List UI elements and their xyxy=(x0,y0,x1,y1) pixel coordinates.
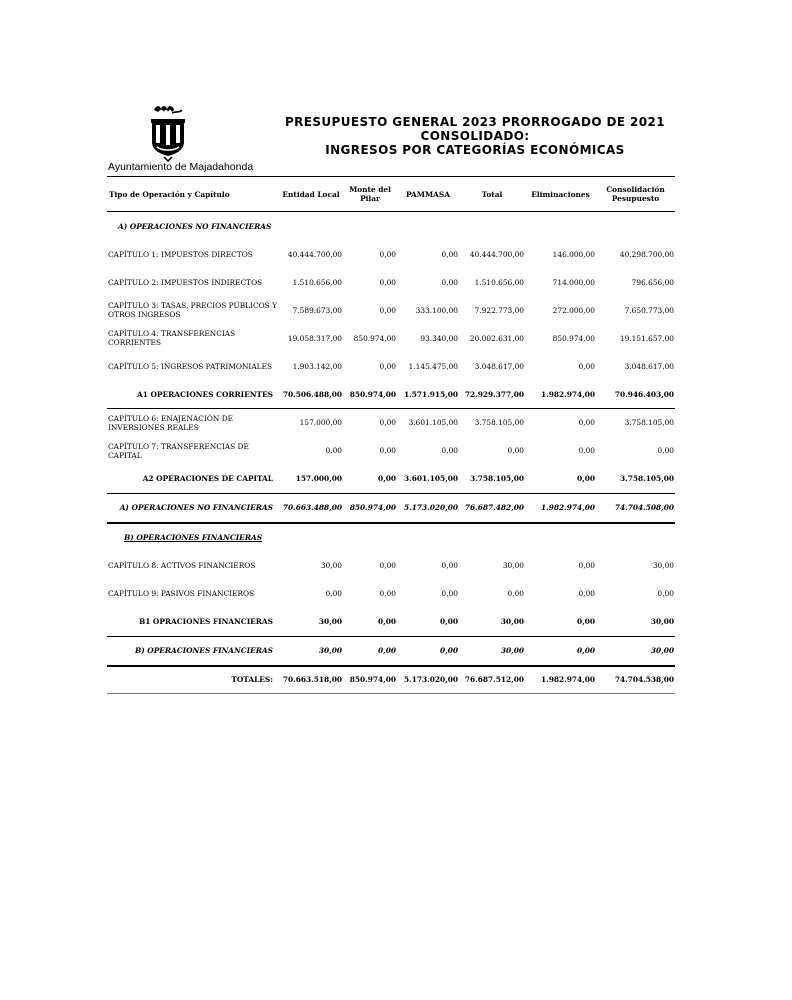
section-heading-row xyxy=(107,523,675,552)
cell-value: 0,00 xyxy=(379,561,396,570)
row-label: CAPÍTULO 4: TRANSFERENCIAS CORRIENTES xyxy=(108,329,236,347)
cell-value: 3.601.105,00 xyxy=(397,465,459,494)
cell-value: 0,00 xyxy=(657,589,674,598)
table-row xyxy=(107,552,675,580)
cell-value: 76.687.512,00 xyxy=(459,666,525,694)
cell-value: 30,00 xyxy=(459,608,525,637)
cell-value: 0,00 xyxy=(507,446,524,455)
cell-value: 0,00 xyxy=(397,636,459,666)
column-header: Total xyxy=(459,177,525,212)
cell-value: 7.589.673,00 xyxy=(292,305,342,315)
cell-value: 0,00 xyxy=(578,418,595,428)
cell-value: 0,00 xyxy=(379,249,396,259)
cell-value: 30,00 xyxy=(279,636,343,666)
cell-value: 19.151.657,00 xyxy=(619,333,674,343)
cell-value: 30,00 xyxy=(652,561,674,570)
table-row xyxy=(107,437,675,465)
cell-value: 0,00 xyxy=(397,608,459,637)
cell-value: 1.982.974,00 xyxy=(525,666,596,694)
cell-value: 0,00 xyxy=(343,608,397,637)
majadahonda-coat-of-arms-icon xyxy=(146,104,190,162)
cell-value: 3.758.105,00 xyxy=(624,418,674,428)
section-total-row xyxy=(107,636,675,666)
cell-value: 714.000,00 xyxy=(552,277,595,287)
cell-value: 3.601.105,00 xyxy=(408,418,458,428)
cell-value: 76.687.482,00 xyxy=(459,493,525,523)
row-label: CAPÍTULO 1: IMPUESTOS DIRECTOS xyxy=(108,249,253,259)
subtotal-row xyxy=(107,608,675,637)
cell-value: 796.656,00 xyxy=(631,277,674,287)
cell-value: 0,00 xyxy=(578,361,595,371)
cell-value: 30,00 xyxy=(459,636,525,666)
cell-value: 1.982.974,00 xyxy=(525,380,596,409)
cell-value: 0,00 xyxy=(507,589,524,598)
column-header: Entidad Local xyxy=(279,177,343,212)
title-line-1: PRESUPUESTO GENERAL 2023 PRORROGADO DE 2021 xyxy=(284,115,666,129)
cell-value: 3.048.617,00 xyxy=(474,361,524,371)
grand-total-row xyxy=(107,666,675,694)
column-header: Monte del Pilar xyxy=(343,177,397,212)
row-label: CAPÍTULO 7: TRANSFERENCIAS DE CAPITAL xyxy=(108,441,249,460)
cell-value: 0,00 xyxy=(525,636,596,666)
cell-value: 0,00 xyxy=(379,277,396,287)
cell-value: 70.506.488,00 xyxy=(279,380,343,409)
cell-value: 146.000,00 xyxy=(552,249,595,259)
cell-value: 0,00 xyxy=(441,277,458,287)
column-header: Tipo de Operación y Capítulo xyxy=(107,177,279,212)
table-row xyxy=(107,409,675,437)
cell-value: 7.650.773,00 xyxy=(624,305,674,315)
cell-value: 5.173.020,00 xyxy=(397,493,459,523)
cell-value: 1.510.656,00 xyxy=(474,277,524,287)
column-header: Consolidación Pesupuesto xyxy=(596,177,675,212)
cell-value: 30,00 xyxy=(320,561,342,570)
section-heading: A) OPERACIONES NO FINANCIERAS xyxy=(118,221,272,231)
section-total-label: B) OPERACIONES FINANCIERAS xyxy=(107,636,279,666)
cell-value: 0,00 xyxy=(578,589,595,598)
cell-value: 0,00 xyxy=(578,561,595,570)
cell-value: 30,00 xyxy=(279,608,343,637)
table-row xyxy=(107,268,675,296)
cell-value: 74.704.538,00 xyxy=(596,666,675,694)
row-label: CAPÍTULO 6: ENAJENACIÓN DE INVERSIONES REALES xyxy=(108,413,234,432)
grand-total-label: TOTALES: xyxy=(107,666,279,694)
row-label: CAPÍTULO 2: IMPUESTOS INDIRECTOS xyxy=(108,277,263,287)
cell-value: 333.100,00 xyxy=(415,305,458,315)
cell-value: 30,00 xyxy=(502,561,524,570)
subtotal-row xyxy=(107,465,675,494)
table-row xyxy=(107,240,675,268)
cell-value: 0,00 xyxy=(441,589,458,598)
subtotal-label: A1 OPERACIONES CORRIENTES xyxy=(107,380,279,409)
row-label: CAPÍTULO 9: PASIVOS FINANCIEROS xyxy=(108,589,255,598)
section-heading-row xyxy=(107,212,675,241)
cell-value: 93.340,00 xyxy=(420,333,458,343)
income-budget-table xyxy=(107,176,675,694)
cell-value: 72.929.377,00 xyxy=(459,380,525,409)
cell-value: 19.058.317,00 xyxy=(287,333,342,343)
cell-value: 30,00 xyxy=(596,608,675,637)
cell-value: 0,00 xyxy=(379,361,396,371)
row-label: CAPÍTULO 8: ACTIVOS FINANCIEROS xyxy=(108,561,256,570)
cell-value: 0,00 xyxy=(441,446,458,455)
cell-value: 0,00 xyxy=(379,446,396,455)
cell-value: 0,00 xyxy=(379,305,396,315)
cell-value: 20.002.631,00 xyxy=(469,333,524,343)
cell-value: 40.444.700,00 xyxy=(287,249,342,259)
cell-value: 272.000,00 xyxy=(552,305,595,315)
cell-value: 3.758.105,00 xyxy=(474,418,524,428)
cell-value: 7.922.773,00 xyxy=(474,305,524,315)
cell-value: 3.758.105,00 xyxy=(459,465,525,494)
cell-value: 0,00 xyxy=(525,608,596,637)
cell-value: 850.974,00 xyxy=(343,666,397,694)
cell-value: 850.974,00 xyxy=(343,380,397,409)
table-row xyxy=(107,296,675,324)
subtotal-row xyxy=(107,380,675,409)
cell-value: 3.758.105,00 xyxy=(596,465,675,494)
cell-value: 0,00 xyxy=(343,636,397,666)
cell-value: 0,00 xyxy=(657,446,674,455)
cell-value: 0,00 xyxy=(325,446,342,455)
cell-value: 1.982.974,00 xyxy=(525,493,596,523)
cell-value: 157.000,00 xyxy=(299,418,342,428)
section-total-label: A) OPERACIONES NO FINANCIERAS xyxy=(107,493,279,523)
cell-value: 0,00 xyxy=(441,249,458,259)
column-header: PAMMASA xyxy=(397,177,459,212)
column-header: Eliminaciones xyxy=(525,177,596,212)
cell-value: 1.145.475,00 xyxy=(408,361,458,371)
cell-value: 0,00 xyxy=(325,589,342,598)
cell-value: 0,00 xyxy=(379,589,396,598)
cell-value: 30,00 xyxy=(596,636,675,666)
cell-value: 70.663.488,00 xyxy=(279,493,343,523)
cell-value: 5.173.020,00 xyxy=(397,666,459,694)
cell-value: 40.444.700,00 xyxy=(469,249,524,259)
cell-value: 0,00 xyxy=(578,446,595,455)
subtotal-label: B1 OPRACIONES FINANCIERAS xyxy=(107,608,279,637)
cell-value: 1.903.142,00 xyxy=(292,361,342,371)
cell-value: 70.663.518,00 xyxy=(279,666,343,694)
cell-value: 1.571.915,00 xyxy=(397,380,459,409)
table-header-row xyxy=(107,177,675,212)
cell-value: 850.974,00 xyxy=(353,333,396,343)
organization-name: Ayuntamiento de Majadahonda xyxy=(108,161,254,173)
row-label: CAPÍTULO 3: TASAS, PRECIOS PÚBLICOS Y OTROS INGRESOS xyxy=(108,301,277,319)
cell-value: 3.048.617,00 xyxy=(624,361,674,371)
row-label: CAPÍTULO 5: INGRESOS PATRIMONIALES xyxy=(108,361,273,371)
title-line-2: CONSOLIDADO: xyxy=(420,129,530,143)
cell-value: 74.704.508,00 xyxy=(596,493,675,523)
table-row xyxy=(107,352,675,380)
cell-value: 850.974,00 xyxy=(343,493,397,523)
cell-value: 40.298.700,00 xyxy=(619,249,674,259)
table-row xyxy=(107,580,675,608)
subtotal-label: A2 OPERACIONES DE CAPITAL xyxy=(107,465,279,494)
section-total-row xyxy=(107,493,675,523)
cell-value: 850.974,00 xyxy=(552,333,595,343)
section-heading: B) OPERACIONES FINANCIERAS xyxy=(124,533,263,542)
cell-value: 70.946.403,00 xyxy=(596,380,675,409)
cell-value: 0,00 xyxy=(343,465,397,494)
cell-value: 0,00 xyxy=(525,465,596,494)
title-line-3: INGRESOS POR CATEGORÍAS ECONÓMICAS xyxy=(325,143,625,157)
document-title xyxy=(270,115,680,157)
cell-value: 157.000,00 xyxy=(279,465,343,494)
cell-value: 1.510.656,00 xyxy=(292,277,342,287)
cell-value: 0,00 xyxy=(441,561,458,570)
cell-value: 0,00 xyxy=(379,418,396,428)
table-row xyxy=(107,324,675,352)
